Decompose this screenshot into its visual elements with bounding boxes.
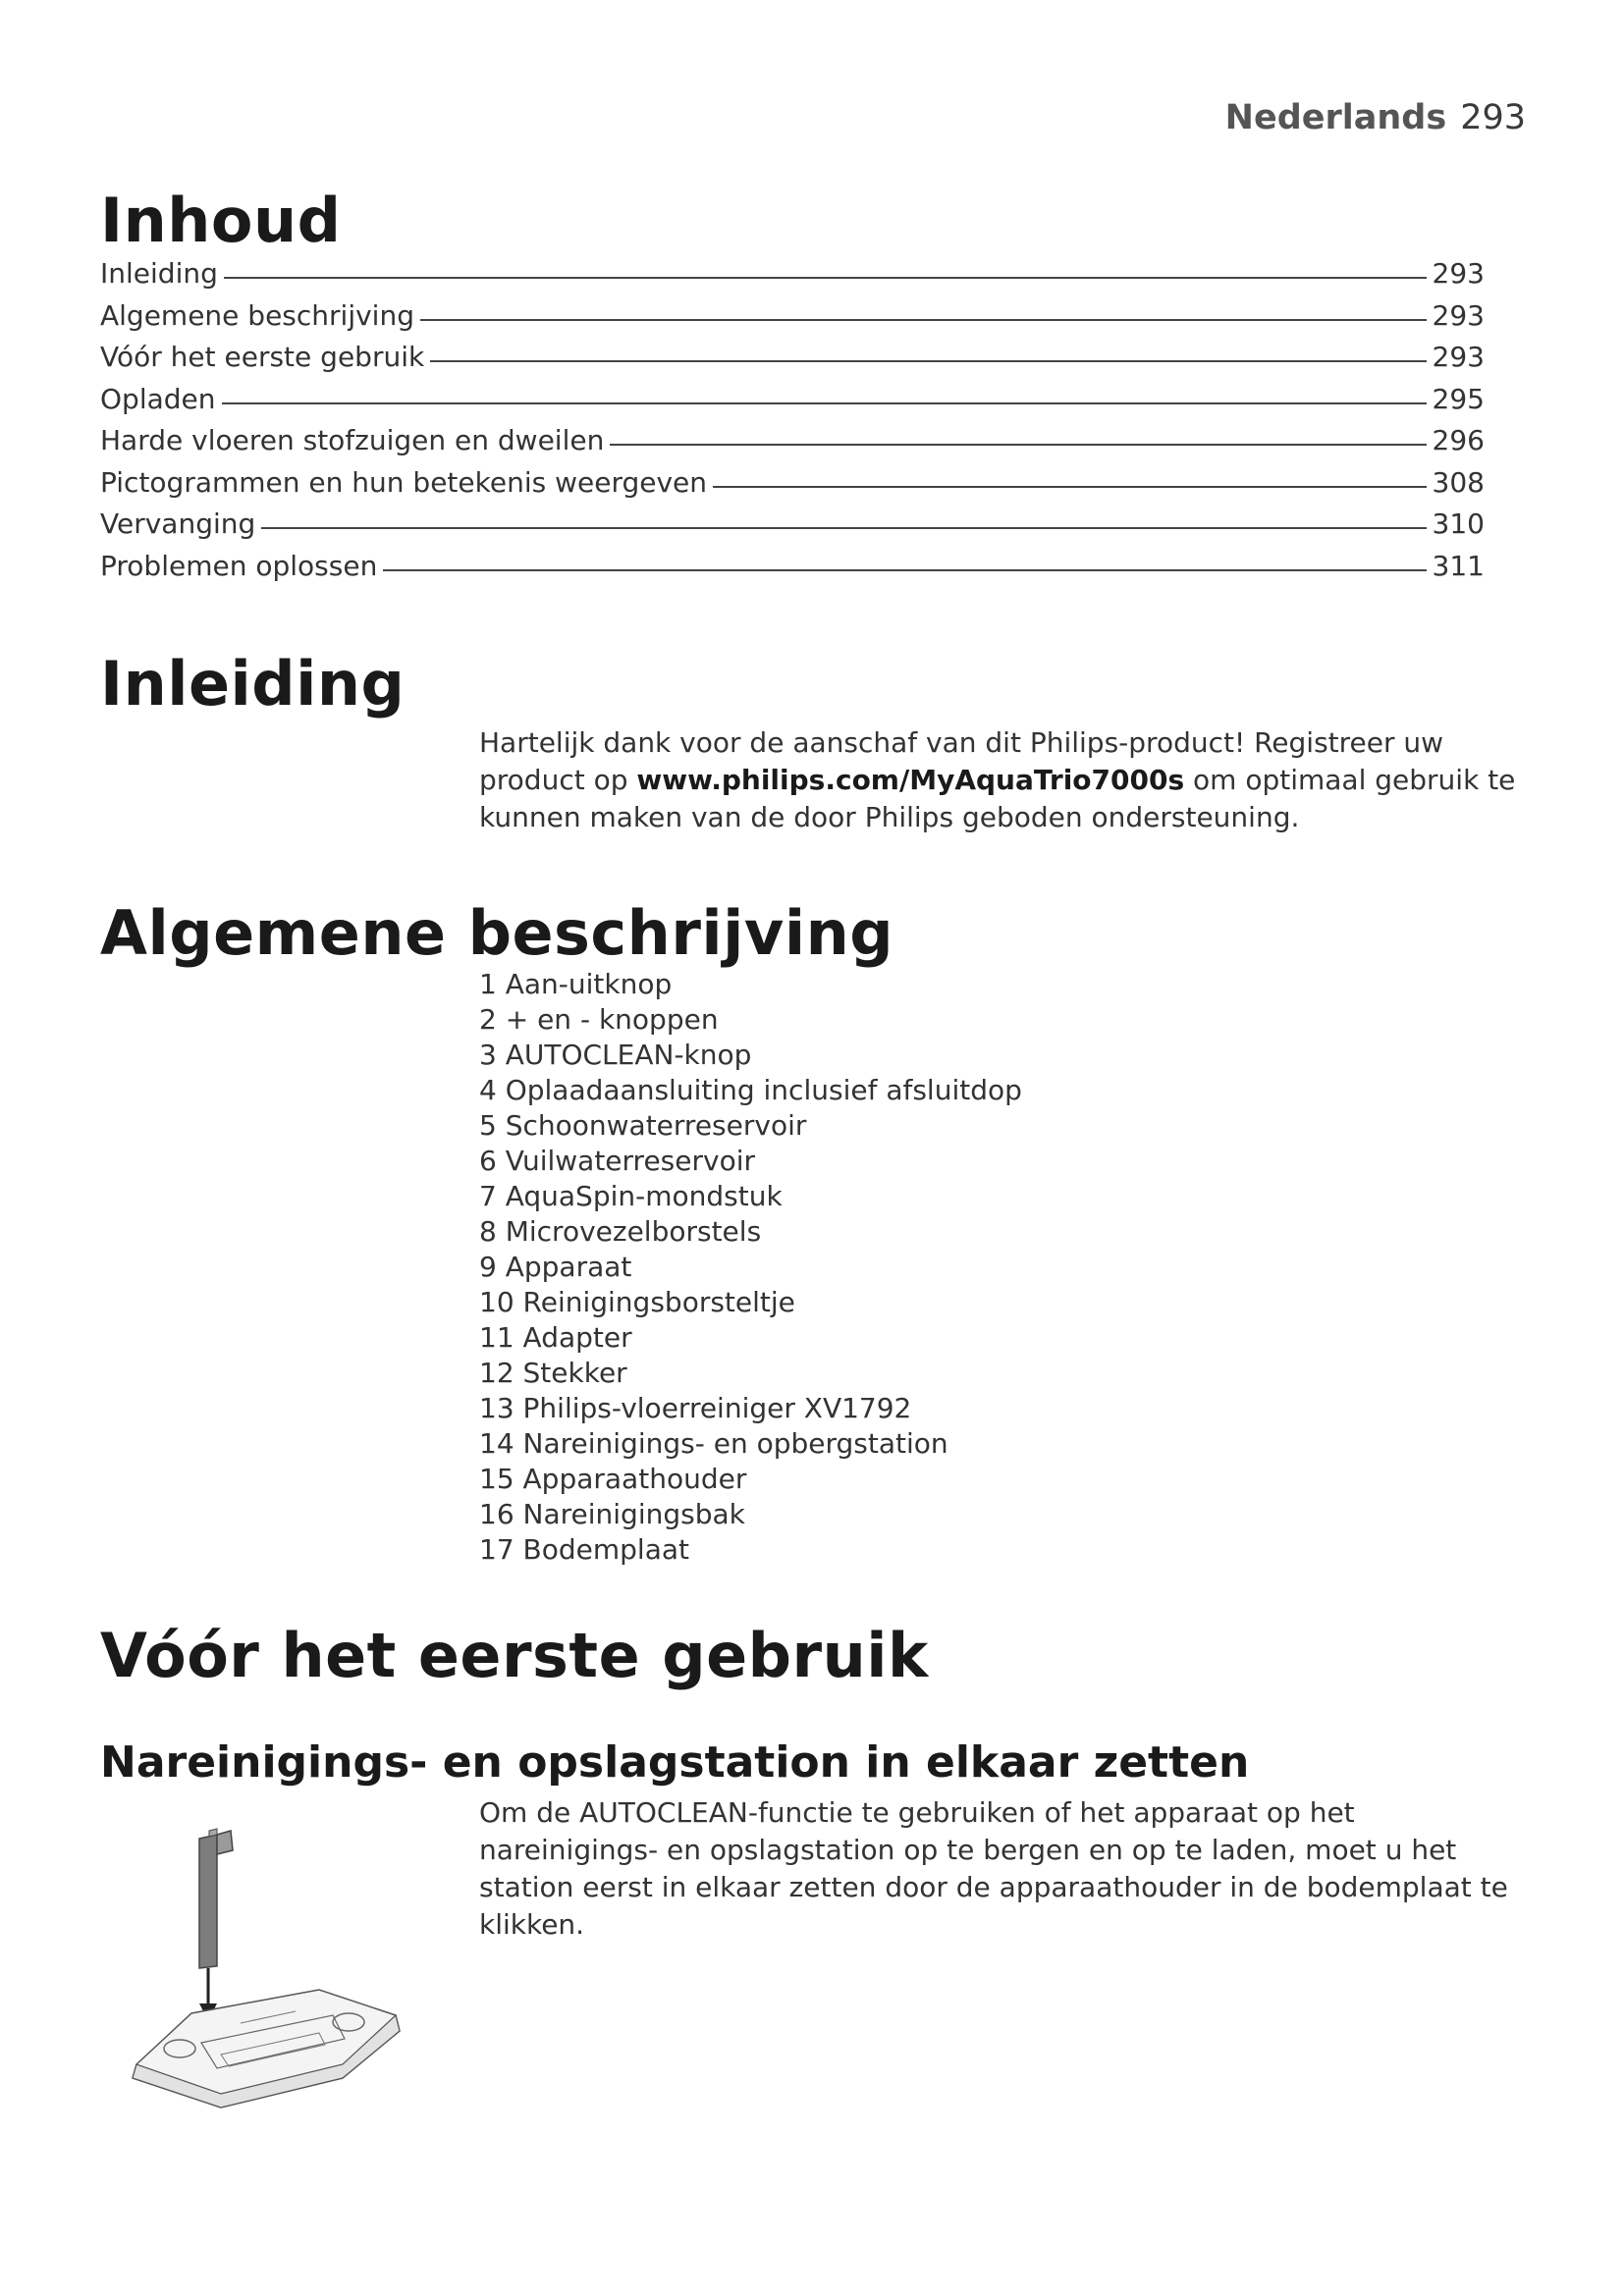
header-page-number: 293 (1460, 98, 1526, 137)
general-heading: Algemene beschrijving (100, 897, 894, 969)
toc-leader-line (713, 486, 1427, 488)
part-item: 12 Stekker (479, 1357, 627, 1389)
part-item: 17 Bodemplaat (479, 1533, 689, 1566)
first-use-heading: Vóór het eerste gebruik (100, 1620, 929, 1691)
part-item: 13 Philips-vloerreiniger XV1792 (479, 1392, 912, 1424)
header-language: Nederlands (1224, 98, 1447, 137)
toc-entry-title: Problemen oplossen (100, 549, 378, 582)
part-item: 1 Aan-uitknop (479, 968, 673, 1000)
toc-entry-page: 296 (1432, 424, 1485, 456)
toc-entry[interactable] (100, 383, 1485, 425)
part-item: 4 Oplaadaansluiting inclusief afsluitdop (479, 1074, 1022, 1106)
part-item: 10 Reinigingsborsteltje (479, 1286, 795, 1318)
part-item: 11 Adapter (479, 1321, 632, 1354)
toc-entry[interactable] (100, 257, 1485, 299)
toc-heading: Inhoud (100, 185, 342, 256)
page-header (1225, 98, 1526, 137)
toc-entry[interactable] (100, 341, 1485, 383)
parts-list (479, 967, 1022, 1568)
toc-entry[interactable] (100, 466, 1485, 508)
toc-entry-page: 293 (1432, 257, 1485, 290)
intro-paragraph (479, 724, 1520, 836)
part-item: 2 + en - knoppen (479, 1003, 719, 1036)
toc-entry-title: Opladen (100, 382, 216, 415)
intro-heading: Inleiding (100, 648, 406, 720)
assembly-paragraph: Om de AUTOCLEAN-functie te gebruiken of het apparaat op het nareinigings- en opslagstation op te bergen en op te laden, moet u het station eerst in elkaar zetten door de apparaathouder in de bodemplaat te klikken. (479, 1796, 1508, 1941)
toc-entry[interactable] (100, 507, 1485, 550)
part-item: 3 AUTOCLEAN-knop (479, 1039, 752, 1071)
toc-entry[interactable] (100, 299, 1485, 342)
toc-entry-page: 311 (1432, 549, 1485, 582)
toc-entry-page: 293 (1432, 341, 1485, 373)
toc-entry-page: 308 (1432, 465, 1485, 499)
part-item: 5 Schoonwaterreservoir (479, 1109, 807, 1142)
intro-link[interactable]: www.philips.com/MyAquaTrio7000s (636, 764, 1185, 796)
toc-entry-page: 310 (1432, 507, 1485, 540)
toc-entry-page: 295 (1432, 382, 1485, 415)
toc-leader-line (420, 319, 1427, 321)
toc-entry-title: Algemene beschrijving (100, 298, 414, 332)
part-item: 7 AquaSpin-mondstuk (479, 1180, 783, 1212)
part-item: 6 Vuilwaterreservoir (479, 1145, 755, 1177)
toc-entry-title: Pictogrammen en hun betekenis weergeven (100, 465, 708, 499)
toc-entry-title: Vervanging (100, 507, 256, 540)
table-of-contents (100, 257, 1485, 591)
intro-text-before: Hartelijk dank voor de aanschaf van dit Philips-product! Registreer uw product op (479, 726, 1444, 796)
part-item: 9 Apparaat (479, 1251, 632, 1283)
toc-entry-title: Inleiding (100, 257, 218, 290)
toc-leader-line (610, 444, 1426, 446)
toc-entry-title: Vóór het eerste gebruik (100, 341, 425, 373)
part-item: 16 Nareinigingsbak (479, 1498, 745, 1530)
part-item: 8 Microvezelborstels (479, 1215, 762, 1248)
station-assembly-illustration (123, 1821, 417, 2115)
toc-entry[interactable] (100, 550, 1485, 592)
toc-leader-line (222, 402, 1427, 404)
toc-leader-line (430, 360, 1426, 362)
intro-text-after: om optimaal gebruik te kunnen maken van de door Philips geboden ondersteuning. (479, 764, 1516, 833)
assembly-subheading: Nareinigings- en opslagstation in elkaar zetten (100, 1737, 1250, 1788)
toc-entry[interactable] (100, 424, 1485, 466)
toc-leader-line (261, 527, 1426, 529)
toc-entry-page: 293 (1432, 298, 1485, 332)
toc-entry-title: Harde vloeren stofzuigen en dweilen (100, 424, 605, 456)
toc-leader-line (383, 569, 1426, 571)
part-item: 14 Nareinigings- en opbergstation (479, 1427, 948, 1460)
part-item: 15 Apparaathouder (479, 1463, 747, 1495)
toc-leader-line (224, 277, 1427, 279)
